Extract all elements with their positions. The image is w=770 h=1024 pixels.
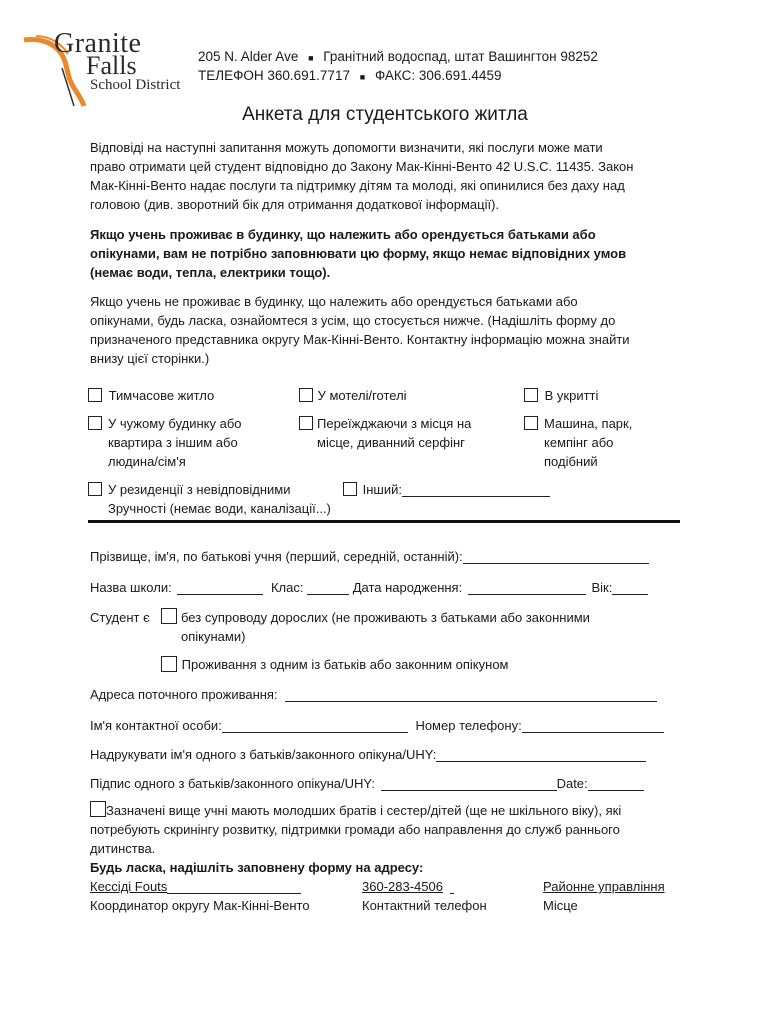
siblings-line: Зазначені вище учні мають молодших братів і сестер/дітей (ще не шкільного віку), які [106, 803, 622, 818]
temporary-label: Тимчасове житло [108, 388, 215, 403]
phone-label: Номер телефону: [415, 718, 522, 733]
option-inadequate[interactable] [88, 480, 331, 518]
address-row [90, 685, 657, 704]
couch-line: Переїжджаючи з місця на [317, 416, 472, 431]
siblings-block [90, 801, 621, 858]
section-divider [88, 520, 680, 523]
other-checkbox[interactable] [343, 482, 357, 496]
date-label: Date: [556, 776, 588, 791]
other-home-checkbox[interactable] [88, 416, 102, 430]
contact-phone-label: Контактний телефон [362, 898, 487, 913]
student-name-row [90, 547, 649, 566]
option-with-parent[interactable] [161, 655, 509, 674]
address-input[interactable] [285, 687, 657, 702]
address-label: Адреса поточного проживання: [90, 687, 278, 702]
inadequate-line: Зручності (немає води, каналізації...) [108, 501, 331, 516]
siblings-line: дитинства. [90, 841, 156, 856]
address-street: 205 N. Alder Ave [198, 49, 299, 64]
siblings-checkbox[interactable] [90, 801, 106, 817]
car-line: Машина, парк, [544, 416, 633, 431]
parent-sign-input[interactable] [381, 776, 557, 791]
contact-phone: 360-283-4506 [362, 879, 443, 894]
header-fax: ФАКС: 306.691.4459 [374, 68, 502, 83]
phone-input[interactable] [522, 718, 664, 733]
contact-name-label: Ім'я контактної особи: [90, 718, 222, 733]
bullet-icon: ■ [308, 53, 314, 63]
other-home-line: людина/сім'я [108, 454, 186, 469]
motel-checkbox[interactable] [299, 388, 313, 402]
intro-paragraph [90, 138, 633, 214]
car-checkbox[interactable] [524, 416, 538, 430]
contact-place-label: Місце [543, 898, 578, 913]
unaccompanied-checkbox[interactable] [161, 608, 177, 624]
header-address [198, 47, 598, 68]
notice-line: (немає води, тепла, електрики тощо). [90, 265, 331, 280]
inadequate-checkbox[interactable] [88, 482, 102, 496]
contact-name-input[interactable] [222, 718, 408, 733]
contact-row [90, 716, 664, 735]
age-label: Вік: [591, 580, 613, 595]
option-couch[interactable] [299, 414, 471, 452]
district-logo [22, 28, 192, 108]
student-name-label: Прізвище, ім'я, по батькові учня (перший, середній, останній): [90, 549, 463, 564]
unaccompanied-line: без супроводу дорослих (не проживають з батьками або законними [181, 610, 590, 625]
bold-notice [90, 225, 626, 282]
parent-print-label: Надрукувати ім'я одного з батьків/законного опікуна/UHY: [90, 747, 437, 762]
intro-line: право отримати цей студент відповідно до Закону Мак-Кінні-Венто 42 U.S.C. 11435. Закон [90, 159, 634, 174]
address-city: Гранітний водоспад, штат Вашингтон 98252 [323, 49, 598, 64]
with-parent-checkbox[interactable] [161, 656, 177, 672]
option-unaccompanied[interactable] [161, 608, 590, 646]
intro-line: головою (див. зворотний бік для отримання додаткової інформації). [90, 197, 500, 212]
bullet-icon: ■ [359, 72, 366, 82]
contact-phone-underline [450, 877, 454, 896]
age-input[interactable] [612, 580, 648, 595]
intro-line: Мак-Кінні-Венто надає послуги та підтримку дітям та молоді, які опинилися без даху над [90, 178, 625, 193]
parent-sign-row [90, 774, 644, 793]
send-to-heading: Будь ласка, надішліть заповнену форму на адресу: [90, 860, 424, 875]
coordinator-name-text: Кессіді Fouts [90, 879, 168, 894]
coordinator-name [90, 877, 301, 896]
header-phone: ТЕЛЕФОН 360.691.7717 [198, 68, 350, 83]
instruction-line: опікунами, будь ласка, ознайомтеся з усім, що стосується нижче. (Надішліть форму до [90, 313, 616, 328]
couch-line: місце, диванний серфінг [317, 435, 465, 450]
logo-school-district: School District [90, 77, 181, 93]
contact-place: Районне управління [543, 879, 665, 894]
other-home-line: квартира з іншим або [108, 435, 238, 450]
grade-input[interactable] [307, 580, 349, 595]
siblings-line: потребують скринінгу розвитку, підтримки громади або направлення до служб раннього [90, 822, 620, 837]
school-name-label: Назва школи: [90, 580, 172, 595]
instruction-line: Якщо учень не проживає в будинку, що належить або орендується батьками або [90, 294, 578, 309]
option-motel[interactable] [299, 386, 407, 405]
inadequate-line: У резиденції з невідповідними [108, 482, 291, 497]
shelter-label: В укритті [544, 388, 599, 403]
option-shelter[interactable] [524, 386, 598, 405]
other-home-line: У чужому будинку або [108, 416, 242, 431]
motel-label: У мотелі/готелі [317, 388, 407, 403]
option-temporary[interactable] [88, 386, 214, 405]
option-car[interactable] [524, 414, 632, 471]
school-row [90, 578, 648, 597]
instructions-paragraph [90, 292, 630, 368]
couch-checkbox[interactable] [299, 416, 313, 430]
page-title: Анкета для студентського житла [242, 104, 528, 125]
dob-label: Дата народження: [352, 580, 463, 595]
student-name-input[interactable] [463, 549, 649, 564]
instruction-line: внизу цієї сторінки.) [90, 351, 210, 366]
unaccompanied-line: опікунами) [181, 629, 246, 644]
with-parent-label: Проживання з одним із батьків або законним опікуном [181, 657, 509, 672]
car-line: подібний [544, 454, 598, 469]
option-other-home[interactable] [88, 414, 242, 471]
parent-sign-label: Підпис одного з батьків/законного опікуна/UHY: [90, 776, 375, 791]
coordinator-name-underline [167, 880, 301, 894]
notice-line: Якщо учень проживає в будинку, що належить або орендується батьками або [90, 227, 596, 242]
shelter-checkbox[interactable] [524, 388, 538, 402]
car-line: кемпінг або [544, 435, 614, 450]
coordinator-role: Координатор округу Мак-Кінні-Венто [90, 898, 310, 913]
option-other[interactable] [343, 480, 550, 499]
school-name-input[interactable] [177, 580, 263, 595]
logo-falls: Falls [86, 51, 137, 80]
intro-line: Відповіді на наступні запитання можуть допомогти визначити, які послуги може мати [90, 140, 603, 155]
other-input-line[interactable] [402, 482, 550, 497]
dob-input[interactable] [468, 580, 586, 595]
temporary-checkbox[interactable] [88, 388, 102, 402]
date-input[interactable] [588, 776, 644, 791]
parent-print-input[interactable] [436, 747, 646, 762]
header-phone-fax [198, 66, 501, 87]
other-label: Інший: [362, 482, 402, 497]
parent-print-row [90, 745, 646, 764]
logo-granite: Granite [54, 28, 142, 59]
notice-line: опікунами, вам не потрібно заповнювати цю форму, якщо немає відповідних умов [90, 246, 627, 261]
instruction-line: призначеного представника округу Мак-Кінні-Венто. Контактну інформацію можна знайти [90, 332, 630, 347]
student-is-label: Студент є [90, 610, 150, 625]
grade-label: Клас: [270, 580, 304, 595]
